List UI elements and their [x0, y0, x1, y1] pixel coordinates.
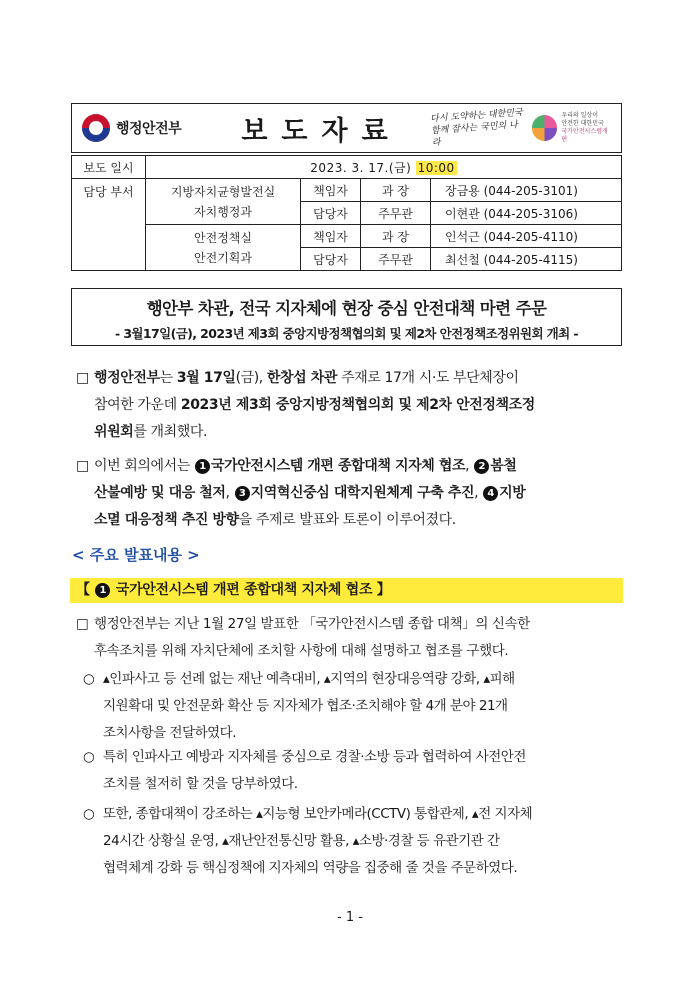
sub-item-2 — [83, 744, 628, 798]
circle-bullet-icon: ○ — [83, 749, 95, 765]
square-bullet-icon: □ — [76, 458, 89, 474]
number-1-icon: 1 — [95, 583, 110, 598]
number-1-icon: 1 — [195, 459, 210, 474]
contact-name: 이현관 (044-205-3106) — [431, 202, 622, 225]
paragraph-line: 소멸 대응정책 추진 방향을 주제로 발표와 토론이 이루어졌다. — [94, 512, 456, 528]
release-date-row — [72, 156, 622, 179]
contact-role: 담당자 — [301, 248, 361, 271]
paragraph-line: 조치를 철저히 할 것을 당부하였다. — [103, 776, 298, 792]
paragraph-line: 24시간 상황실 운영, ▴재난안전통신망 활용, ▴소방·경찰 등 유관기관 간 — [103, 833, 500, 849]
number-2-icon: 2 — [474, 459, 489, 474]
press-release-title: 보도자료 — [241, 115, 402, 147]
contact-name: 최선철 (044-205-4115) — [431, 248, 622, 271]
date-value: 2023. 3. 17.(금) — [310, 160, 412, 175]
contact-info-table — [71, 155, 622, 271]
government-emblem-icon — [82, 114, 110, 142]
paragraph-2 — [76, 453, 634, 534]
press-header — [71, 103, 622, 153]
subsection-title: 【 1 국가안전시스템 개편 종합대책 지자체 협조 】 — [70, 578, 623, 603]
subheadline: - 3월17일(금), 2023년 제3회 중앙지방정책협의회 및 제2차 안전정책조정위원회 개최 - — [115, 326, 578, 341]
dept-2: 안전정책실 안전기획과 — [146, 225, 301, 271]
ministry-logo — [72, 114, 212, 142]
release-date — [146, 156, 622, 179]
campaign-text: 우리의 일상이 안전한 대한민국 국가안전시스템개편 — [561, 112, 608, 143]
sub-item-3 — [83, 801, 628, 882]
number-3-icon: 3 — [235, 486, 250, 501]
circle-bullet-icon: ○ — [83, 671, 95, 687]
contact-role: 책임자 — [301, 225, 361, 248]
slogan-area — [429, 107, 621, 149]
dept-1: 지방자치균형발전실 자치행정과 — [146, 179, 301, 225]
paragraph-line: 이번 회의에서는 1 국가안전시스템 개편 종합대책 지자체 협조, 2 봄철 — [94, 458, 517, 474]
headline: 행안부 차관, 전국 지자체에 현장 중심 안전대책 마련 주문 — [146, 299, 547, 318]
paragraph-line: 산불예방 및 대응 철저, 3 지역혁신중심 대학지원체계 구축 추진, 4 지방 — [94, 485, 526, 501]
slogan-text: 다시 도약하는 대한민국 함께 잘사는 국민의 나라 — [429, 107, 524, 149]
number-4-icon: 4 — [483, 486, 498, 501]
paragraph-line: 협력체계 강화 등 핵심정책에 지자체의 역량을 집중해 줄 것을 주문하였다. — [103, 860, 518, 876]
contact-role: 담당자 — [301, 202, 361, 225]
contact-title: 과 장 — [361, 225, 431, 248]
paragraph-1 — [76, 365, 634, 446]
square-bullet-icon: □ — [76, 616, 89, 632]
paragraph-line: 지원확대 및 안전문화 확산 등 지자체가 협조·조치해야 할 4개 분야 21개 — [103, 698, 508, 714]
heart-logo-icon — [532, 115, 558, 141]
date-label: 보도 일시 — [72, 156, 146, 179]
paragraph-line: 위원회를 개최했다. — [94, 424, 208, 440]
contact-title: 주무관 — [361, 248, 431, 271]
paragraph-line: 조치사항을 전달하였다. — [103, 725, 236, 741]
square-bullet-icon: □ — [76, 370, 89, 386]
table-row — [72, 179, 622, 202]
contact-name: 장금용 (044-205-3101) — [431, 179, 622, 202]
paragraph-line: 행정안전부는 3월 17일(금), 한창섭 차관 주재로 17개 시·도 부단체장이 — [94, 370, 519, 386]
paragraph-line: 후속조치를 위해 자치단체에 조치할 사항에 대해 설명하고 협조를 구했다. — [94, 643, 509, 659]
page-number: - 1 - — [337, 910, 363, 925]
headline-box — [71, 288, 622, 346]
paragraph-3 — [76, 611, 634, 665]
safety-campaign-logo — [532, 112, 613, 144]
contact-name: 인석근 (044-205-4110) — [431, 225, 622, 248]
paragraph-line: ▴인파사고 등 선례 없는 재난 예측대비, ▴지역의 현장대응역량 강화, ▴피해 — [103, 671, 515, 687]
circle-bullet-icon: ○ — [83, 806, 95, 822]
paragraph-line: 특히 인파사고 예방과 지자체를 중심으로 경찰·소방 등과 협력하여 사전안전 — [103, 749, 526, 765]
paragraph-line: 행정안전부는 지난 1월 27일 발표한 「국가안전시스템 종합 대책」의 신속한 — [94, 616, 530, 632]
contact-title: 과 장 — [361, 179, 431, 202]
ministry-name: 행정안전부 — [116, 121, 182, 137]
contact-role: 책임자 — [301, 179, 361, 202]
paragraph-line: 참여한 가운데 2023년 제3회 중앙지방정책협의회 및 제2차 안전정책조정 — [94, 397, 535, 413]
sub-item-1 — [83, 666, 628, 747]
section-heading: < 주요 발표내용 > — [72, 546, 200, 564]
time-value: 10:00 — [417, 160, 455, 175]
dept-label: 담당 부서 — [72, 179, 146, 271]
table-row — [72, 225, 622, 248]
contact-title: 주무관 — [361, 202, 431, 225]
paragraph-line: 또한, 종합대책이 강조하는 ▴지능형 보안카메라(CCTV) 통합관제, ▴전 지자체 — [103, 806, 533, 822]
